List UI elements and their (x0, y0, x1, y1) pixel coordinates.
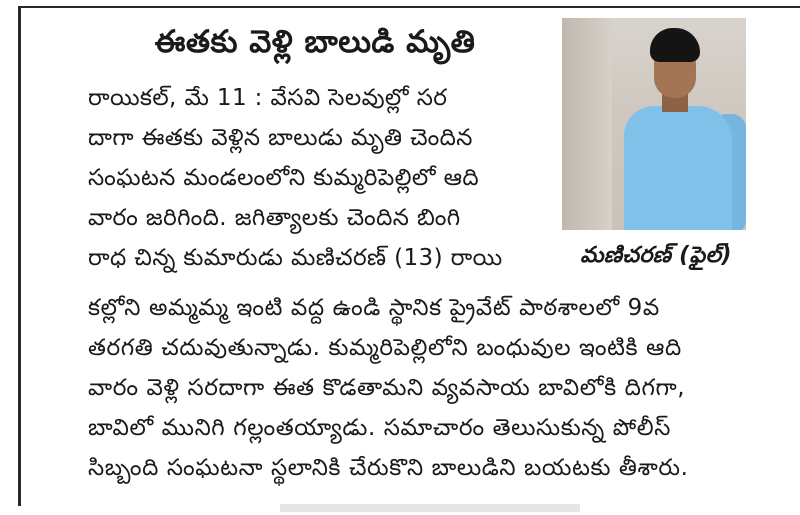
article-line-8: వారం వెళ్లి సరదాగా ఈత కొడతామని వ్యవసాయ బావిలోకి దిగగా, (88, 375, 686, 401)
article-headline: ఈతకు వెళ్లి బాలుడి మృతి (154, 24, 476, 60)
article-line-6: కల్లోని అమ్మమ్మ ఇంటి వద్ద ఉండి స్థానిక ప్రైవేట్ పాఠశాలలో 9వ (88, 295, 660, 321)
photo-caption: మణిచరణ్ (ఫైల్) (580, 243, 732, 268)
left-column-rule (18, 6, 21, 506)
article-line-4: వారం జరిగింది. జగిత్యాలకు చెందిన బింగి (88, 205, 461, 231)
article-line-1: రాయికల్, మే 11 : వేసవి సెలవుల్లో సర (88, 85, 448, 111)
article-line-9: బావిలో మునిగి గల్లంతయ్యాడు. సమాచారం తెలుసుకున్న పోలీస్ (88, 415, 671, 441)
boy-photo (562, 18, 746, 230)
article-line-7: తరగతి చదువుతున్నాడు. కుమ్మరిపెల్లిలోని బంధువుల ఇంటికి ఆది (88, 335, 682, 361)
article-line-3: సంఘటన మండలంలోని కుమ్మరిపెల్లిలో ఆది (88, 165, 480, 191)
article-line-5: రాధ చిన్న కుమారుడు మణిచరణ్ (13) రాయి (88, 245, 503, 271)
article-line-10: సిబ్బంది సంఘటనా స్థలానికి చేరుకొని బాలుడిని బయటకు తీశారు. (88, 455, 689, 481)
next-article-fragment (280, 504, 580, 512)
article-line-2: దాగా ఈతకు వెళ్లిన బాలుడు మృతి చెందిన (88, 125, 473, 151)
top-border-rule (18, 6, 800, 8)
